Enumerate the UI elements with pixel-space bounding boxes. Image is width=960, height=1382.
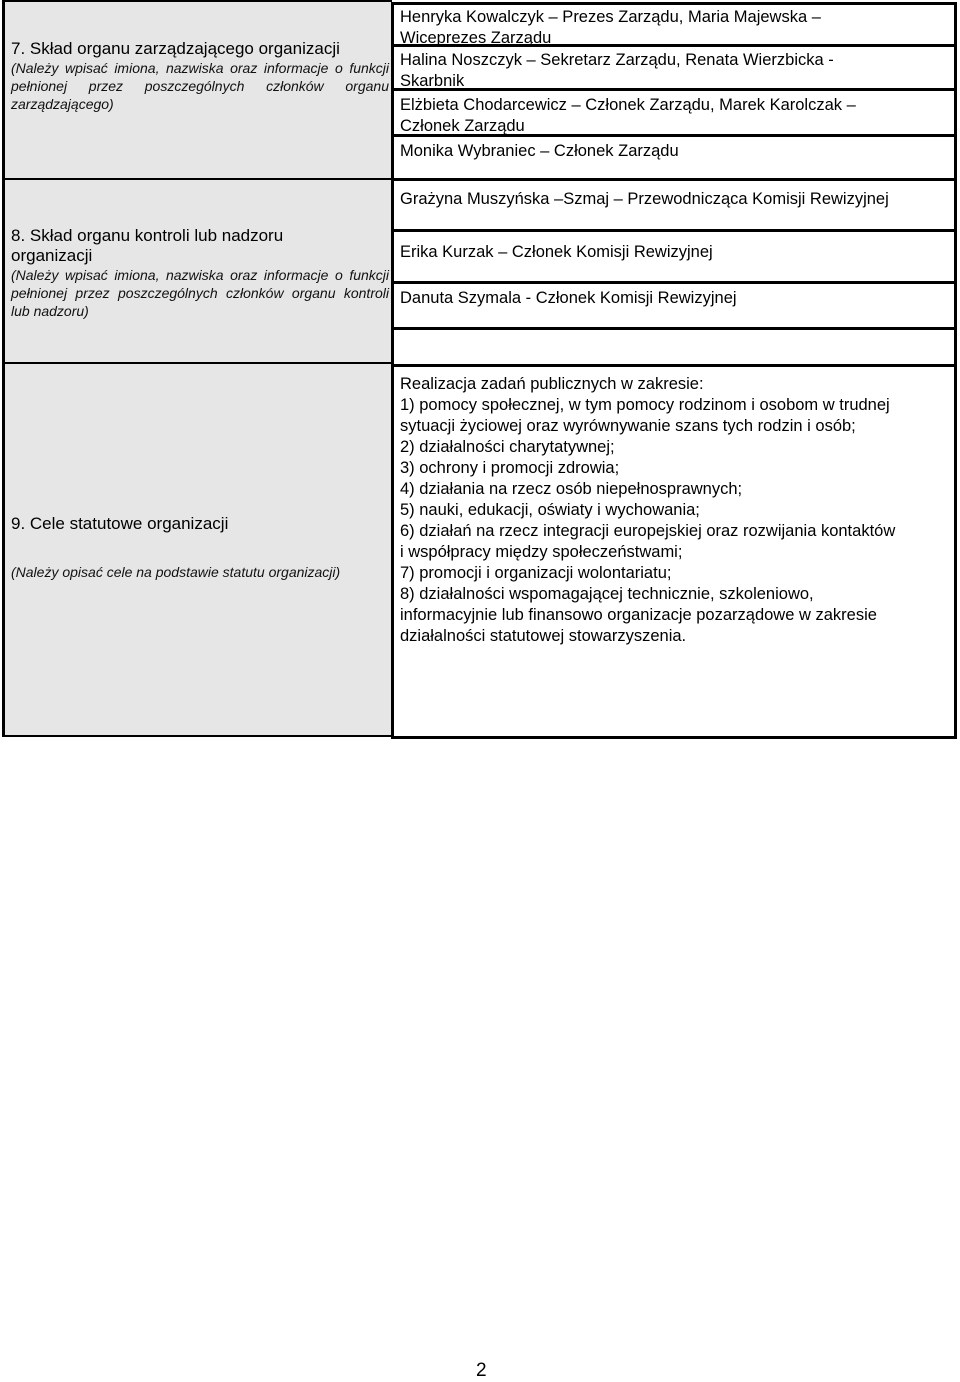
section-8-note-line-1: (Należy wpisać imiona, nazwiska oraz informacje o funkcji xyxy=(11,267,389,283)
section-9-note: (Należy opisać cele na podstawie statutu organizacji) xyxy=(11,564,341,580)
section-7-title: 7. Skład organu zarządzającego organizacji xyxy=(11,39,340,58)
section-8-title-line-2: organizacji xyxy=(11,246,93,265)
section-9-line-2: 1) pomocy społecznej, w tym pomocy rodzinom i osobom w trudnej xyxy=(400,396,890,414)
section-9-title: 9. Cele statutowe organizacji xyxy=(11,514,229,533)
section-9-line-10: 7) promocji i organizacji wolontariatu; xyxy=(400,564,672,582)
section-7-entry-3-cell xyxy=(391,88,957,137)
section-8-entry-4-cell xyxy=(391,327,957,367)
section-9-line-5: 3) ochrony i promocji zdrowia; xyxy=(400,459,620,477)
section-8-label-cell xyxy=(2,180,392,364)
section-7-entry-2-line-1: Halina Noszczyk – Sekretarz Zarządu, Renata Wierzbicka - xyxy=(400,51,834,69)
page-number: 2 xyxy=(476,1360,487,1381)
section-9-goals-list xyxy=(400,374,948,647)
section-7-note-line-3: zarządzającego) xyxy=(11,96,114,112)
section-8-note-line-2: pełnionej przez poszczególnych członków organu kontroli xyxy=(11,285,389,301)
section-9-line-3: sytuacji życiowej oraz wyrównywanie szans tych rodzin i osób; xyxy=(400,417,856,435)
section-8-entry-1-cell xyxy=(391,178,957,232)
section-9-line-13: działalności statutowej stowarzyszenia. xyxy=(400,627,687,645)
section-7-entry-2-line-2: Skarbnik xyxy=(400,72,465,90)
section-9-line-11: 8) działalności wspomagającej technicznie, szkoleniowo, xyxy=(400,585,814,603)
section-9-label-cell xyxy=(2,364,392,737)
section-7-entry-4-cell xyxy=(391,134,957,181)
section-9-content-cell xyxy=(391,364,957,739)
section-8-entry-2-cell xyxy=(391,229,957,284)
section-8-title-line-1: 8. Skład organu kontroli lub nadzoru xyxy=(11,226,284,245)
section-8-note-line-3: lub nadzoru) xyxy=(11,303,89,319)
section-7-entry-1-cell xyxy=(391,2,957,47)
section-9-line-7: 5) nauki, edukacji, oświaty i wychowania; xyxy=(400,501,700,519)
section-8-entry-2: Erika Kurzak – Członek Komisji Rewizyjnej xyxy=(400,243,713,261)
section-8-entry-3-cell xyxy=(391,281,957,330)
section-7-entry-4-line-1: Monika Wybraniec – Członek Zarządu xyxy=(400,142,679,160)
section-7-entry-2-cell xyxy=(391,44,957,91)
section-9-line-6: 4) działania na rzecz osób niepełnosprawnych; xyxy=(400,480,743,498)
section-9-line-4: 2) działalności charytatywnej; xyxy=(400,438,615,456)
section-7-note-line-1: (Należy wpisać imiona, nazwiska oraz informacje o funkcji xyxy=(11,60,389,76)
section-9-line-1: Realizacja zadań publicznych w zakresie: xyxy=(400,375,704,393)
section-7-entry-1-line-2: Wiceprezes Zarządu xyxy=(400,29,552,47)
section-7-label-cell xyxy=(2,0,392,180)
section-7-entry-3-line-2: Członek Zarządu xyxy=(400,117,525,135)
section-9-line-12: informacyjnie lub finansowo organizacje pozarządowe w zakresie xyxy=(400,606,877,624)
section-7-note-line-2: pełnionej przez poszczególnych członków organu xyxy=(11,78,389,94)
section-9-line-8: 6) działań na rzecz integracji europejskiej oraz rozwijania kontaktów xyxy=(400,522,896,540)
section-7-entry-3-line-1: Elżbieta Chodarcewicz – Członek Zarządu, Marek Karolczak – xyxy=(400,96,856,114)
section-7-entry-1-line-1: Henryka Kowalczyk – Prezes Zarządu, Maria Majewska – xyxy=(400,8,821,26)
section-8-entry-3: Danuta Szymala - Członek Komisji Rewizyjnej xyxy=(400,289,737,307)
section-8-entry-1: Grażyna Muszyńska –Szmaj – Przewodnicząca Komisji Rewizyjnej xyxy=(400,190,889,208)
section-9-line-9: i współpracy między społeczeństwami; xyxy=(400,543,683,561)
